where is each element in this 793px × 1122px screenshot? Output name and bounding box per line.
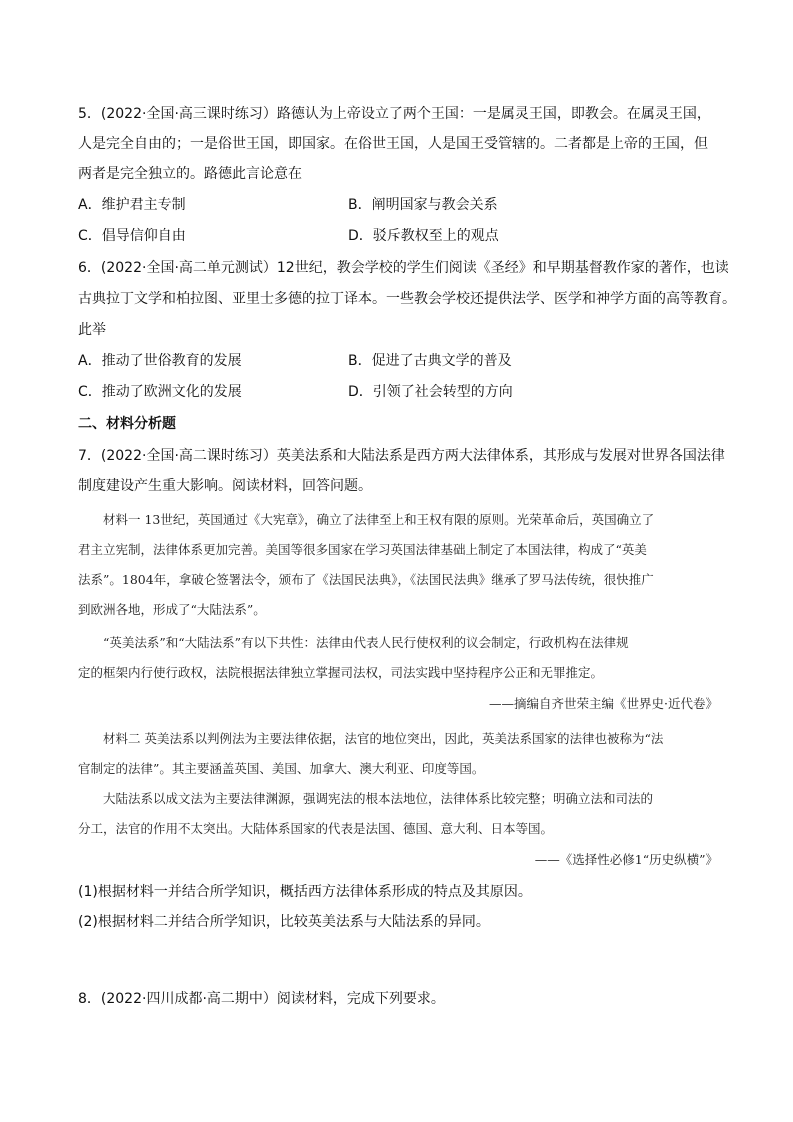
material1-p1-line-1: 材料一 13世纪，英国通过《大宪章》，确立了法律至上和王权有限的原则。光荣革命后，英国确立了 [103, 512, 655, 527]
q5-option-b: B．阐明国家与教会关系 [348, 197, 498, 213]
material2-p1-line-2: 官制定的法律”。其主要涵盖英国、美国、加拿大、澳大利亚、印度等国。 [78, 761, 485, 776]
q7-stem-line-1: 7．(2022·全国·高二课时练习）英美法系和大陆法系是西方两大法律体系，其形成与发展对世界各国法律 [78, 448, 725, 464]
q5-stem-line-1: 5．(2022·全国·高三课时练习）路德认为上帝设立了两个王国：一是属灵王国，即教会。在属灵王国， [78, 106, 711, 122]
q8-stem-line-1: 8．(2022·四川成都·高二期中）阅读材料，完成下列要求。 [78, 991, 445, 1007]
material2-source: ——《选择性必修1“历史纵横”》 [534, 852, 718, 867]
material1-source: ——摘编自齐世荣主编《世界史·近代卷》 [489, 696, 718, 711]
material1-p2-line-1: “英美法系”和“大陆法系”有以下共性：法律由代表人民行使权利的议会制定，行政机构在法律规 [103, 635, 629, 650]
q5-option-c: C．倡导信仰自由 [78, 228, 186, 244]
material1-p1-line-3: 法系”。1804年，拿破仑签署法令，颁布了《法国民法典》，《法国民法典》继承了罗马法传统，很快推广 [78, 572, 654, 587]
section-heading: 二、材料分析题 [78, 416, 176, 432]
q7-subquestion-2: (2)根据材料二并结合所学知识，比较英美法系与大陆法系的异同。 [78, 914, 490, 930]
q6-option-c: C．推动了欧洲文化的发展 [78, 384, 242, 400]
q7-subquestion-1: (1)根据材料一并结合所学知识，概括西方法律体系形成的特点及其原因。 [78, 884, 532, 900]
q6-stem-line-2: 古典拉丁文学和柏拉图、亚里士多德的拉丁译本。一些教会学校还提供法学、医学和神学方面的高等教育。 [78, 291, 736, 307]
material1-p1-line-4: 到欧洲各地，形成了“大陆法系”。 [78, 602, 266, 617]
q6-option-d: D．引领了社会转型的方向 [348, 384, 513, 400]
q6-option-b: B．促进了古典文学的普及 [348, 353, 512, 369]
q5-stem-line-2: 人是完全自由的；一是俗世王国，即国家。在俗世王国，人是国王受管辖的。二者都是上帝的王国，但 [78, 136, 708, 152]
material2-p1-line-1: 材料二 英美法系以判例法为主要法律依据，法官的地位突出，因此，英美法系国家的法律也被称为“法 [103, 731, 664, 746]
q6-stem-line-1: 6．(2022·全国·高二单元测试）12世纪，教会学校的学生们阅读《圣经》和早期基督教作家的著作，也读 [78, 260, 729, 276]
q5-option-d: D．驳斥教权至上的观点 [348, 228, 499, 244]
q5-stem-line-3: 两者是完全独立的。路德此言论意在 [78, 166, 302, 182]
material2-p2-line-1: 大陆法系以成文法为主要法律渊源，强调宪法的根本法地位，法律体系比较完整；明确立法和司法的 [103, 791, 654, 806]
q7-stem-line-2: 制度建设产生重大影响。阅读材料，回答问题。 [78, 478, 372, 494]
q6-stem-line-3: 此举 [78, 322, 106, 338]
q6-option-a: A．推动了世俗教育的发展 [78, 353, 242, 369]
material1-p1-line-2: 君主立宪制，法律体系更加完善。美国等很多国家在学习英国法律基础上制定了本国法律，构成了“英美 [78, 542, 647, 557]
material1-p2-line-2: 定的框架内行使行政权，法院根据法律独立掌握司法权，司法实践中坚持程序公正和无罪推定。 [78, 665, 604, 680]
q5-option-a: A．维护君主专制 [78, 197, 186, 213]
material2-p2-line-2: 分工，法官的作用不太突出。大陆体系国家的代表是法国、德国、意大利、日本等国。 [78, 821, 554, 836]
